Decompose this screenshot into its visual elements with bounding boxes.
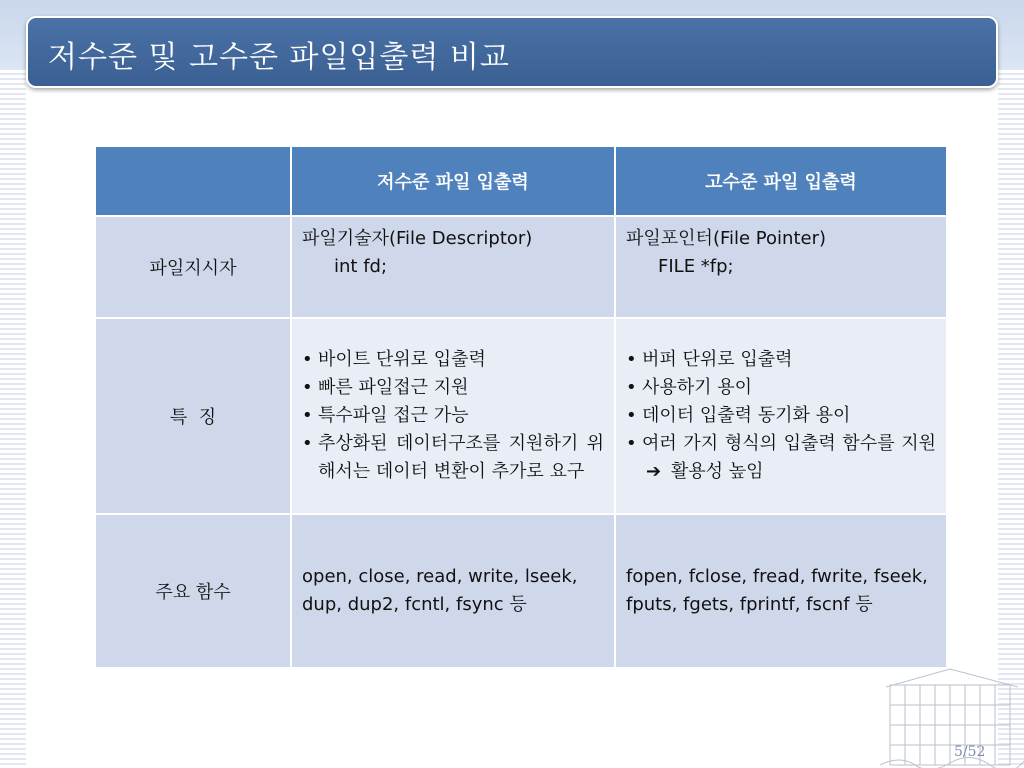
- left-decorative-stripes: [0, 68, 26, 768]
- page-number: 5/52: [954, 744, 986, 760]
- feature-result-text: 활용성 높임: [670, 461, 764, 482]
- low-indicator-code: int fd;: [334, 256, 388, 277]
- list-item: • 특수파일 접근 가능: [302, 402, 604, 430]
- high-indicator-code: FILE *fp;: [658, 256, 734, 277]
- cell-high-features: [615, 318, 947, 514]
- slide-title: 저수준 및 고수준 파일입출력 비교: [48, 40, 510, 75]
- right-arrow-icon: ➔: [646, 461, 662, 482]
- cell-high-functions: fopen, fclose, fread, fwrite, fseek, fputs, fgets, fprintf, fscnf 등: [615, 514, 947, 668]
- table-header-row: [95, 146, 947, 216]
- cell-low-functions: open, close, read, write, lseek, dup, dup2, fcntl, fsync 등: [291, 514, 615, 668]
- header-low-level: 저수준 파일 입출력: [291, 146, 615, 216]
- building-sketch-image: [880, 665, 1024, 768]
- table-row: [95, 216, 947, 318]
- list-item: • 바이트 단위로 입출력: [302, 346, 604, 374]
- cell-high-file-indicator: [615, 216, 947, 318]
- list-item: [626, 430, 936, 486]
- comparison-table: [94, 145, 948, 669]
- title-bar: [26, 16, 998, 88]
- row-label-features: 특 징: [95, 318, 291, 514]
- table-row: [95, 514, 947, 668]
- cell-low-file-indicator: [291, 216, 615, 318]
- header-empty-cell: [95, 146, 291, 216]
- row-label-file-indicator: 파일지시자: [95, 216, 291, 318]
- list-item: • 버퍼 단위로 입출력: [626, 346, 936, 374]
- list-item: • 사용하기 용이: [626, 374, 936, 402]
- right-decorative-stripes: [998, 68, 1024, 768]
- header-high-level: 고수준 파일 입출력: [615, 146, 947, 216]
- cell-low-features: [291, 318, 615, 514]
- high-indicator-name: 파일포인터(File Pointer): [626, 228, 826, 249]
- list-item: • 빠른 파일접근 지원: [302, 374, 604, 402]
- list-item: • 추상화된 데이터구조를 지원하기 위해서는 데이터 변환이 추가로 요구: [302, 430, 604, 486]
- list-item: • 데이터 입출력 동기화 용이: [626, 402, 936, 430]
- feature-text: 여러 가지 형식의 입출력 함수를 지원: [642, 433, 936, 454]
- table-row: [95, 318, 947, 514]
- low-indicator-name: 파일기술자(File Descriptor): [302, 228, 533, 249]
- row-label-main-functions: 주요 함수: [95, 514, 291, 668]
